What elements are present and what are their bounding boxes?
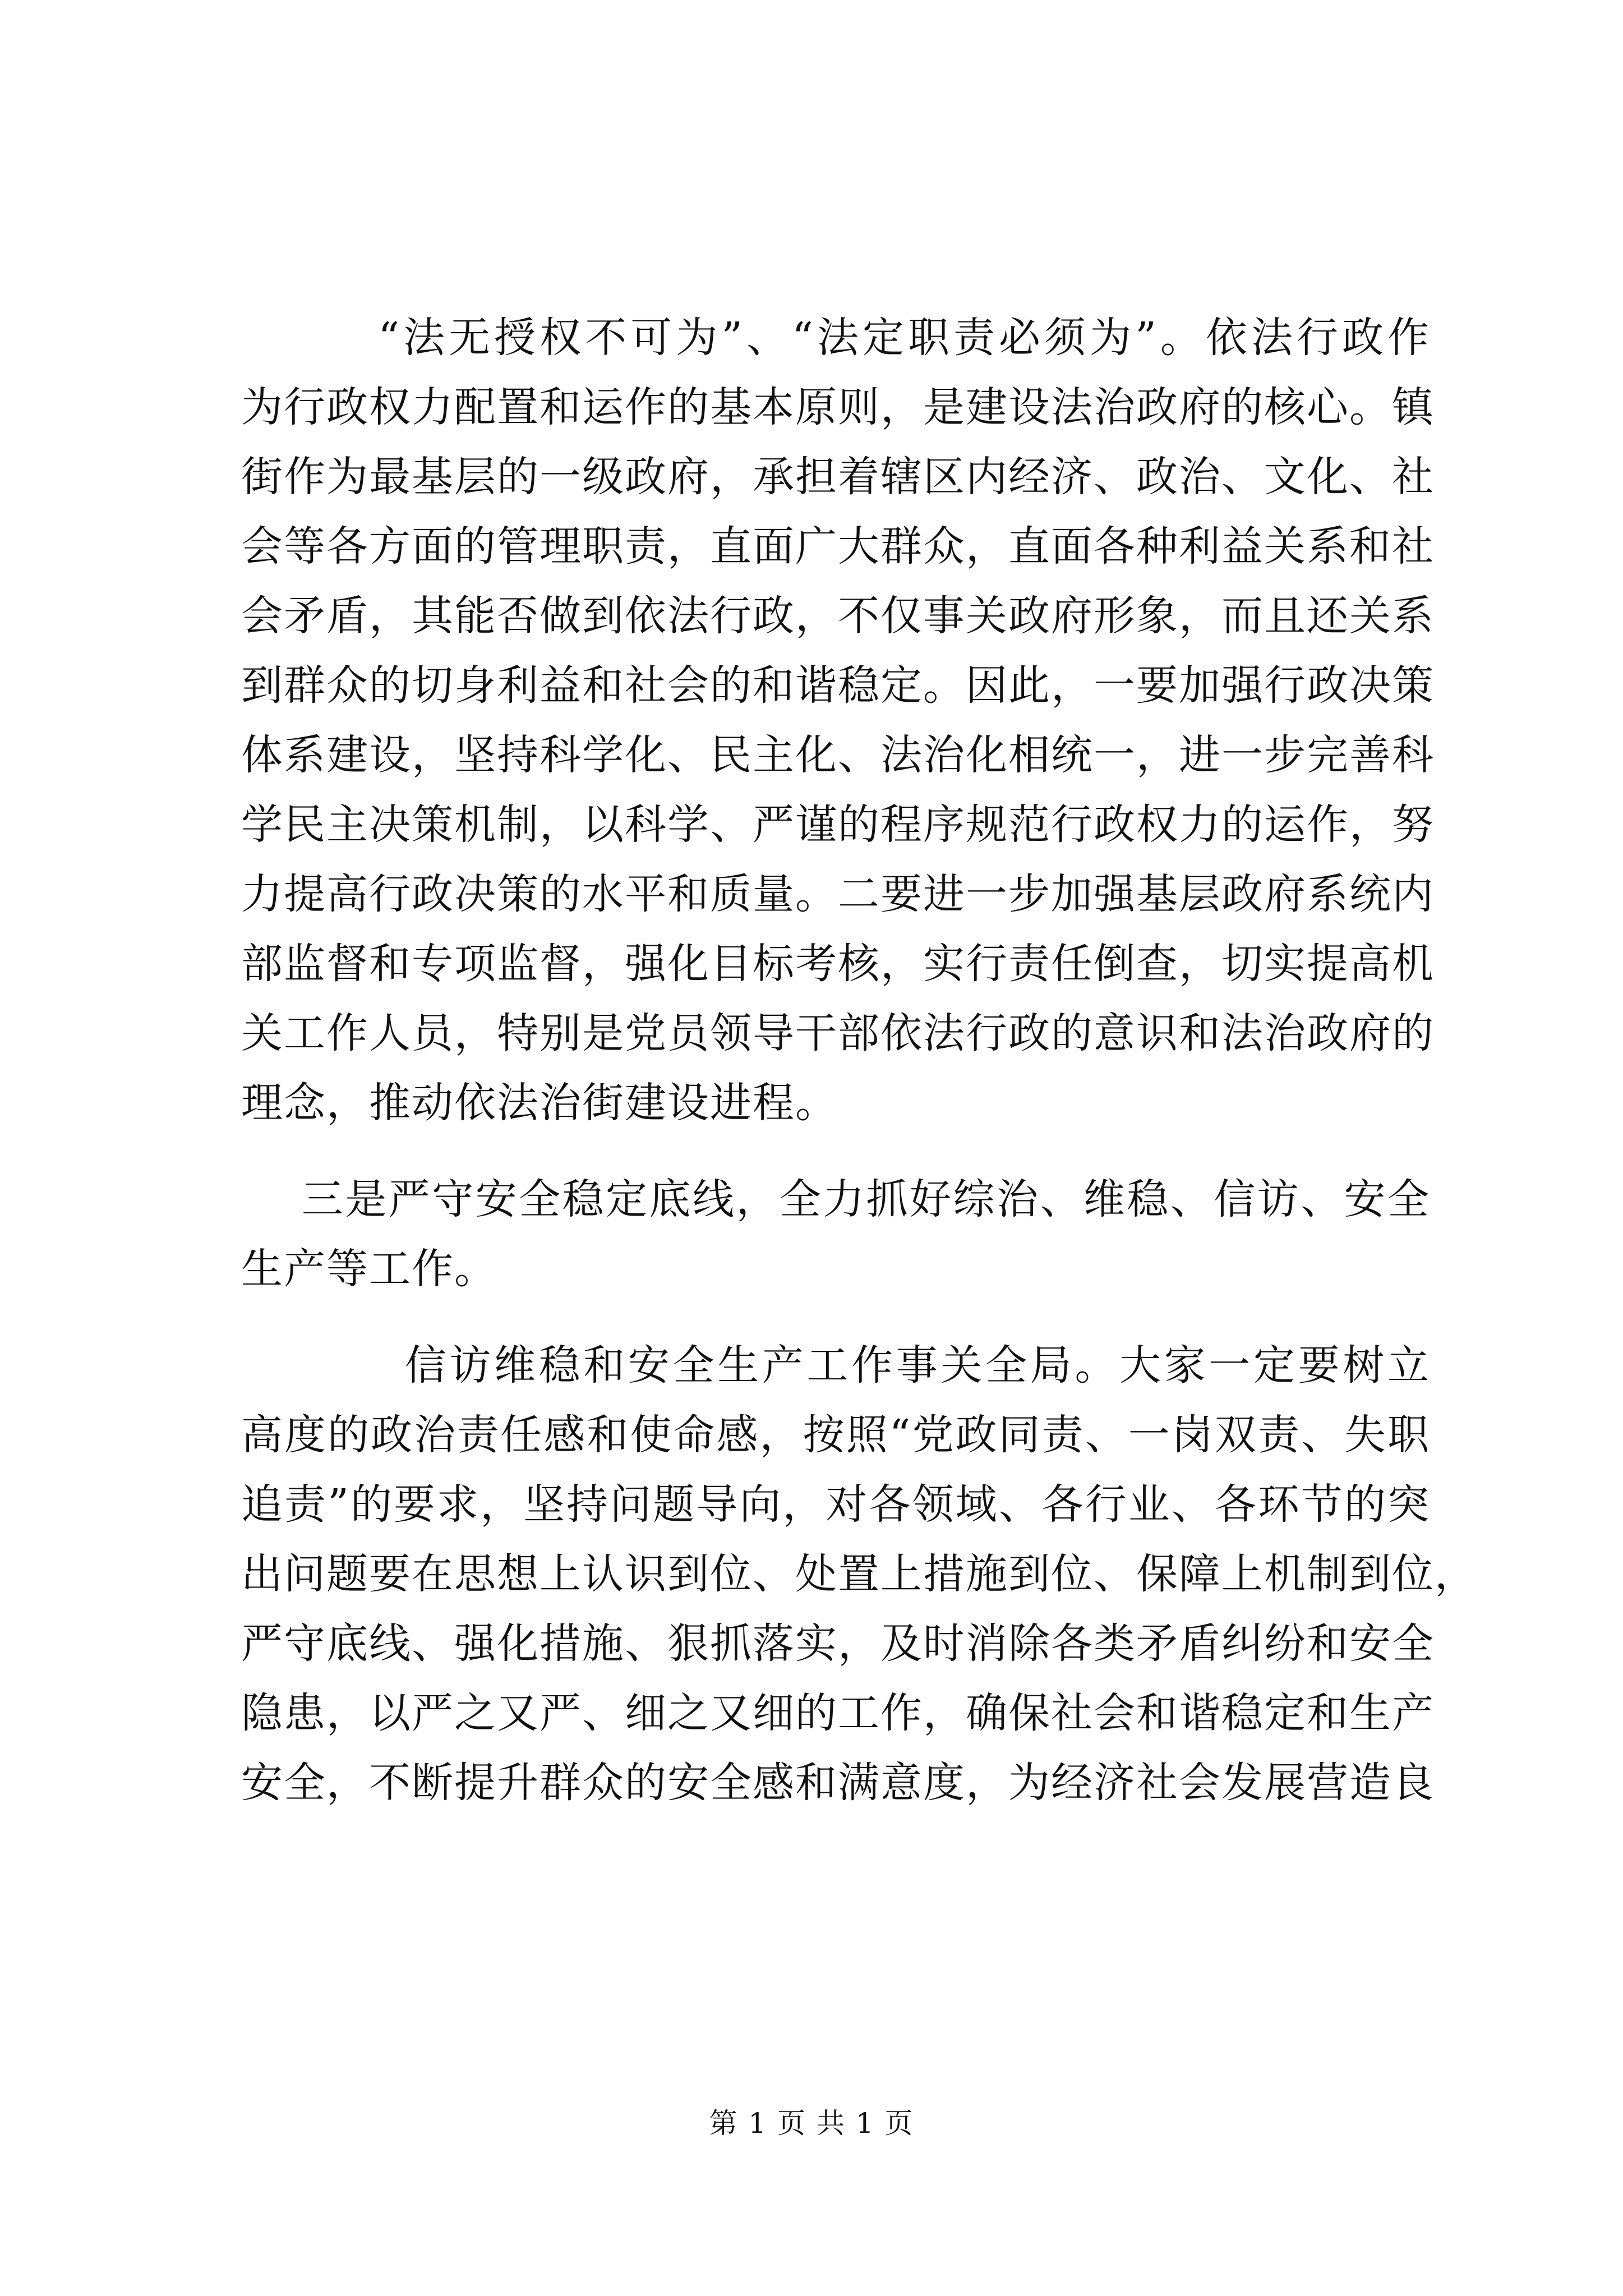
paragraph-rule-of-law (241, 303, 1435, 1138)
page-number-footer: 第 1 页 共 1 页 (709, 2107, 914, 2139)
paragraph-spacer (241, 1138, 1430, 1165)
text-line: 理念，推动依法治街建设进程。 (241, 1079, 838, 1127)
document-body (241, 303, 1477, 1818)
text-line: 严守底线、强化措施、狠抓落实，及时消除各类矛盾纠纷和安全 (241, 1619, 1435, 1668)
text-line: 追责”的要求，坚持问题导向，对各领域、各行业、各环节的突 (241, 1480, 1430, 1529)
text-line: 力提高行政决策的水平和质量。二要进一步加强基层政府系统内 (241, 870, 1435, 918)
text-line: 生产等工作。 (241, 1245, 497, 1293)
text-line: 体系建设，坚持科学化、民主化、法治化相统一，进一步完善科 (241, 731, 1435, 779)
text-line: 为行政权力配置和运作的基本原则，是建设法治政府的核心。镇 (241, 383, 1435, 431)
text-line: 隐患，以严之又严、细之又细的工作，确保社会和谐稳定和生产 (241, 1689, 1435, 1737)
text-line: 到群众的切身利益和社会的和谐稳定。因此，一要加强行政决策 (241, 661, 1435, 710)
text-line: 三是严守安全稳定底线，全力抓好综治、维稳、信访、安全 (241, 1175, 1430, 1223)
text-line: 会矛盾，其能否做到依法行政，不仅事关政府形象，而且还关系 (241, 592, 1435, 640)
paragraph-spacer (241, 1304, 1430, 1331)
text-line: 部监督和专项监督，强化目标考核，实行责任倒查，切实提高机 (241, 940, 1435, 988)
text-line: 会等各方面的管理职责，直面广大群众，直面各种利益关系和社 (241, 522, 1435, 570)
text-line: “法无授权不可为”、“法定职责必须为”。依法行政作 (241, 314, 1430, 362)
text-line: 高度的政治责任感和使命感，按照“党政同责、一岗双责、失职 (241, 1411, 1430, 1459)
paragraph-safety-heading (241, 1165, 1430, 1304)
text-line: 街作为最基层的一级政府，承担着辖区内经济、政治、文化、社 (241, 453, 1435, 501)
text-line: 学民主决策机制，以科学、严谨的程序规范行政权力的运作，努 (241, 800, 1435, 849)
text-line: 关工作人员，特别是党员领导干部依法行政的意识和法治政府的 (241, 1009, 1435, 1057)
paragraph-petition-stability (241, 1331, 1477, 1818)
text-line: 安全，不断提升群众的安全感和满意度，为经济社会发展营造良 (241, 1759, 1435, 1807)
text-line: 信访维稳和安全生产工作事关全局。大家一定要树立 (241, 1341, 1430, 1389)
text-line: 出问题要在思想上认识到位、处置上措施到位、保障上机制到位， (241, 1550, 1477, 1598)
